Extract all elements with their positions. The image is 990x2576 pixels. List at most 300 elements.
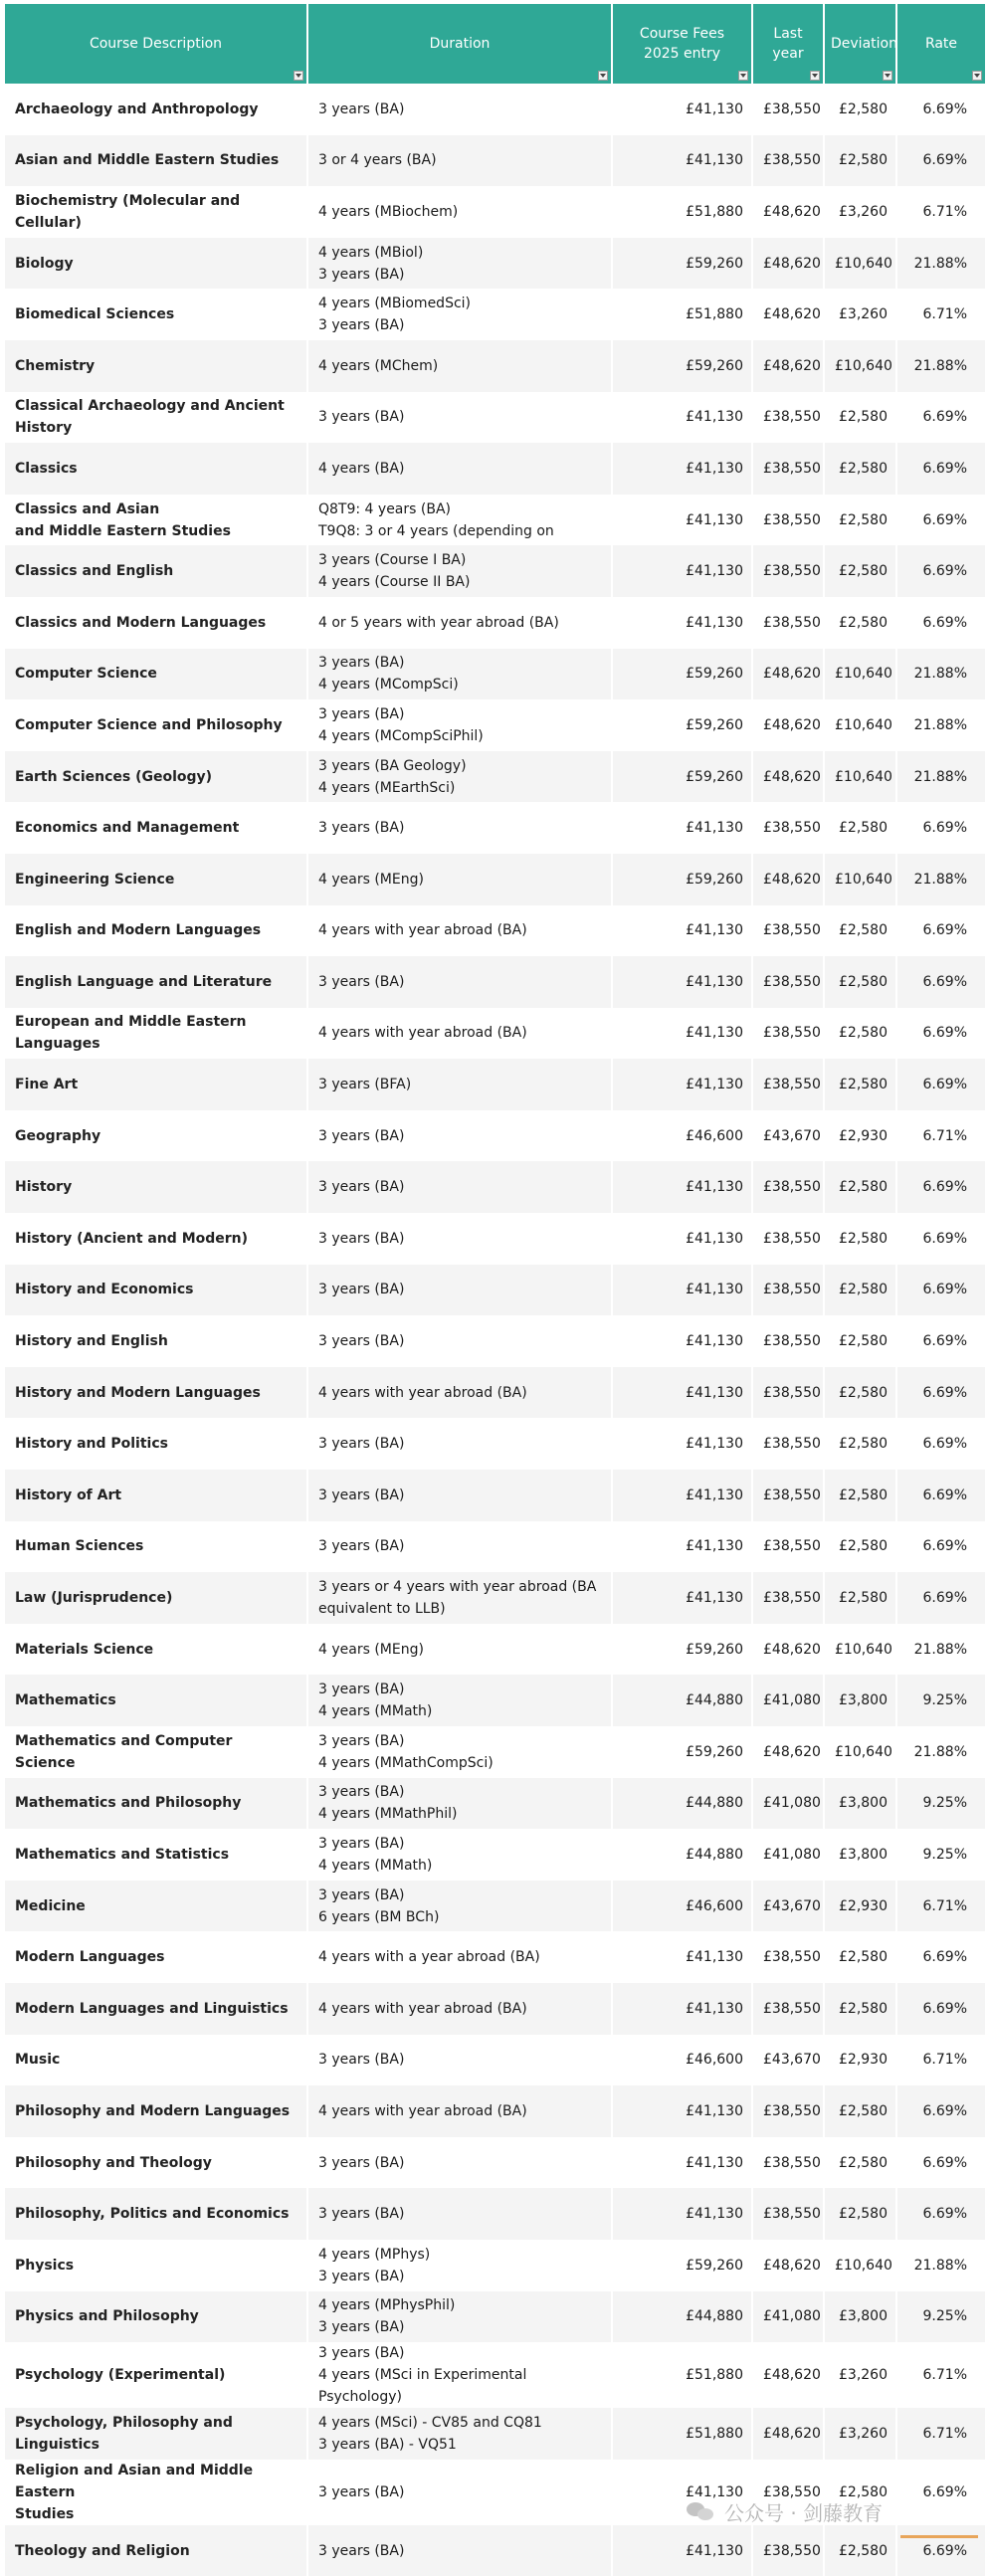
filter-dropdown-icon[interactable]	[972, 71, 982, 81]
deviation-cell: £2,580	[825, 2085, 897, 2137]
course-description-cell: Philosophy, Politics and Economics	[5, 2188, 308, 2240]
table-row	[5, 1161, 985, 1213]
duration-cell: 3 years (BA)	[308, 1110, 613, 1162]
duration-cell: 4 years (BA)	[308, 443, 613, 495]
duration-cell: 4 years with year abroad (BA)	[308, 1367, 613, 1419]
duration-cell: 4 years with year abroad (BA)	[308, 905, 613, 957]
table-row	[5, 1983, 985, 2035]
last-year-fee-cell: £48,620	[753, 186, 825, 238]
rate-cell: 21.88%	[897, 1624, 985, 1676]
course-description-cell: Materials Science	[5, 1624, 308, 1676]
course-description-cell: Biochemistry (Molecular and Cellular)	[5, 186, 308, 238]
course-fee-cell: £41,130	[613, 2460, 753, 2525]
course-fee-cell: £41,130	[613, 1008, 753, 1060]
deviation-cell: £2,580	[825, 135, 897, 187]
last-year-fee-cell: £48,620	[753, 751, 825, 803]
table-row	[5, 1931, 985, 1983]
deviation-cell: £2,580	[825, 495, 897, 546]
course-description-cell: Economics and Management	[5, 802, 308, 854]
course-description-cell: Earth Sciences (Geology)	[5, 751, 308, 803]
rate-cell: 21.88%	[897, 1726, 985, 1778]
duration-cell: 3 years (BA) 4 years (MMath)	[308, 1829, 613, 1881]
course-fee-cell: £41,130	[613, 1059, 753, 1110]
duration-cell: 4 years with a year abroad (BA)	[308, 1931, 613, 1983]
table-row	[5, 1521, 985, 1573]
course-fee-cell: £41,130	[613, 135, 753, 187]
deviation-cell: £3,260	[825, 2408, 897, 2460]
deviation-cell: £3,800	[825, 1675, 897, 1726]
rate-cell: 6.69%	[897, 802, 985, 854]
duration-cell: 3 years (BA) 4 years (MSci in Experimental Psychology)	[308, 2342, 613, 2408]
rate-cell: 9.25%	[897, 1778, 985, 1830]
header-last-year	[753, 4, 825, 84]
duration-cell: 3 years (BA)	[308, 1265, 613, 1316]
last-year-fee-cell: £41,080	[753, 1675, 825, 1726]
last-year-fee-cell: £38,550	[753, 1213, 825, 1265]
watermark-text: 公众号 · 剑藤教育	[724, 2500, 884, 2525]
last-year-fee-cell: £38,550	[753, 1059, 825, 1110]
course-fee-cell: £46,600	[613, 1110, 753, 1162]
deviation-cell: £2,580	[825, 1983, 897, 2035]
course-fee-cell: £41,130	[613, 1470, 753, 1521]
deviation-cell: £3,800	[825, 2291, 897, 2343]
filter-dropdown-icon[interactable]	[598, 71, 608, 81]
rate-cell: 6.69%	[897, 1572, 985, 1624]
course-fee-cell: £41,130	[613, 2525, 753, 2576]
last-year-fee-cell: £38,550	[753, 1367, 825, 1419]
last-year-fee-cell: £38,550	[753, 1315, 825, 1367]
course-description-cell: History of Art	[5, 1470, 308, 1521]
course-fee-cell: £41,130	[613, 2188, 753, 2240]
rate-cell: 6.69%	[897, 1213, 985, 1265]
rate-cell: 6.69%	[897, 84, 985, 135]
table-row	[5, 854, 985, 905]
rate-cell: 6.71%	[897, 2342, 985, 2408]
deviation-cell: £3,260	[825, 289, 897, 340]
duration-cell: 3 years (BA) 6 years (BM BCh)	[308, 1881, 613, 1932]
last-year-fee-cell: £38,550	[753, 1983, 825, 2035]
course-fee-cell: £44,880	[613, 1675, 753, 1726]
last-year-fee-cell: £48,620	[753, 289, 825, 340]
deviation-cell: £2,580	[825, 1572, 897, 1624]
duration-cell: 4 years (MChem)	[308, 340, 613, 392]
duration-cell: 3 years (BA) 4 years (MMathPhil)	[308, 1778, 613, 1830]
table-row	[5, 649, 985, 700]
duration-cell: 3 years (BA)	[308, 802, 613, 854]
rate-cell: 21.88%	[897, 238, 985, 290]
course-description-cell: Physics	[5, 2240, 308, 2291]
header-course-fees-label: Course Fees 2025 entry	[639, 26, 725, 62]
last-year-fee-cell: £38,550	[753, 956, 825, 1008]
rate-cell: 6.69%	[897, 392, 985, 444]
last-year-fee-cell: £38,550	[753, 443, 825, 495]
course-fee-cell: £44,880	[613, 1778, 753, 1830]
deviation-cell: £2,580	[825, 545, 897, 597]
table-row	[5, 238, 985, 290]
rate-cell: 6.69%	[897, 1931, 985, 1983]
table-row	[5, 597, 985, 649]
rate-cell: 21.88%	[897, 854, 985, 905]
deviation-cell: £2,580	[825, 443, 897, 495]
rate-cell: 6.69%	[897, 1008, 985, 1060]
course-description-cell: Mathematics	[5, 1675, 308, 1726]
rate-cell: 6.69%	[897, 597, 985, 649]
deviation-cell: £2,580	[825, 2137, 897, 2189]
course-fee-cell: £41,130	[613, 597, 753, 649]
course-description-cell: Modern Languages	[5, 1931, 308, 1983]
table-row	[5, 84, 985, 135]
rate-cell: 21.88%	[897, 699, 985, 751]
course-description-cell: Modern Languages and Linguistics	[5, 1983, 308, 2035]
course-description-cell: Classics and Modern Languages	[5, 597, 308, 649]
deviation-cell: £3,800	[825, 1778, 897, 1830]
rate-cell: 6.71%	[897, 2035, 985, 2086]
last-year-fee-cell: £41,080	[753, 1829, 825, 1881]
deviation-cell: £2,580	[825, 1059, 897, 1110]
duration-cell: 4 years (MPhysPhil) 3 years (BA)	[308, 2291, 613, 2343]
rate-cell: 6.69%	[897, 905, 985, 957]
rate-cell: 6.69%	[897, 1315, 985, 1367]
last-year-fee-cell: £38,550	[753, 495, 825, 546]
table-row	[5, 1008, 985, 1060]
duration-cell: Q8T9: 4 years (BA) T9Q8: 3 or 4 years (depending on	[308, 495, 613, 546]
last-year-fee-cell: £38,550	[753, 802, 825, 854]
course-description-cell: English Language and Literature	[5, 956, 308, 1008]
last-year-fee-cell: £38,550	[753, 1572, 825, 1624]
table-row	[5, 2525, 985, 2576]
header-course-description	[5, 4, 308, 84]
course-fee-cell: £41,130	[613, 956, 753, 1008]
duration-cell: 3 years (BA Geology) 4 years (MEarthSci)	[308, 751, 613, 803]
course-fee-cell: £41,130	[613, 2085, 753, 2137]
deviation-cell: £10,640	[825, 238, 897, 290]
table-row	[5, 1829, 985, 1881]
rate-cell: 6.69%	[897, 1521, 985, 1573]
duration-cell: 3 years (BA) 4 years (MMath)	[308, 1675, 613, 1726]
course-description-cell: Classics	[5, 443, 308, 495]
deviation-cell: £10,640	[825, 1624, 897, 1676]
duration-cell: 3 years (BA)	[308, 2188, 613, 2240]
table-row	[5, 545, 985, 597]
table-row	[5, 1110, 985, 1162]
course-description-cell: History and Modern Languages	[5, 1367, 308, 1419]
course-description-cell: Chemistry	[5, 340, 308, 392]
rate-cell: 21.88%	[897, 2240, 985, 2291]
course-fee-cell: £51,880	[613, 2342, 753, 2408]
last-year-fee-cell: £41,080	[753, 2291, 825, 2343]
table-row	[5, 1881, 985, 1932]
course-fee-cell: £41,130	[613, 443, 753, 495]
table-row	[5, 392, 985, 444]
rate-cell: 6.71%	[897, 186, 985, 238]
duration-cell: 4 years (MBiol) 3 years (BA)	[308, 238, 613, 290]
deviation-cell: £2,580	[825, 1008, 897, 1060]
last-year-fee-cell: £48,620	[753, 649, 825, 700]
rate-cell: 6.71%	[897, 1110, 985, 1162]
course-fee-cell: £41,130	[613, 1931, 753, 1983]
table-row	[5, 1418, 985, 1470]
duration-cell: 4 years (MBiomedSci) 3 years (BA)	[308, 289, 613, 340]
course-description-cell: Computer Science and Philosophy	[5, 699, 308, 751]
course-fee-cell: £59,260	[613, 1624, 753, 1676]
rate-cell: 6.71%	[897, 2408, 985, 2460]
course-fee-cell: £46,600	[613, 1881, 753, 1932]
filter-dropdown-icon[interactable]	[810, 71, 820, 81]
duration-cell: 3 years (BA)	[308, 1213, 613, 1265]
course-description-cell: Philosophy and Theology	[5, 2137, 308, 2189]
course-fee-cell: £41,130	[613, 2137, 753, 2189]
last-year-fee-cell: £38,550	[753, 2525, 825, 2576]
deviation-cell: £2,580	[825, 905, 897, 957]
deviation-cell: £2,580	[825, 2525, 897, 2576]
course-fee-cell: £51,880	[613, 186, 753, 238]
table-row	[5, 2035, 985, 2086]
deviation-cell: £2,580	[825, 1265, 897, 1316]
course-description-cell: Computer Science	[5, 649, 308, 700]
table-row	[5, 2342, 985, 2408]
course-fee-cell: £41,130	[613, 392, 753, 444]
watermark-underline	[900, 2535, 978, 2538]
duration-cell: 3 years (BA)	[308, 1315, 613, 1367]
course-fee-cell: £41,130	[613, 1367, 753, 1419]
duration-cell: 3 years (BA)	[308, 1521, 613, 1573]
last-year-fee-cell: £38,550	[753, 1521, 825, 1573]
duration-cell: 4 years (MSci) - CV85 and CQ81 3 years (BA) - VQ51	[308, 2408, 613, 2460]
course-description-cell: Biology	[5, 238, 308, 290]
course-fee-cell: £41,130	[613, 1161, 753, 1213]
table-row	[5, 1778, 985, 1830]
duration-cell: 3 years (BA)	[308, 1470, 613, 1521]
duration-cell: 3 years (BA)	[308, 2137, 613, 2189]
deviation-cell: £2,580	[825, 1931, 897, 1983]
course-fee-cell: £41,130	[613, 1213, 753, 1265]
rate-cell: 6.69%	[897, 1983, 985, 2035]
course-description-cell: Fine Art	[5, 1059, 308, 1110]
rate-cell: 6.69%	[897, 2085, 985, 2137]
course-fee-cell: £44,880	[613, 1829, 753, 1881]
table-row	[5, 443, 985, 495]
rate-cell: 6.69%	[897, 545, 985, 597]
last-year-fee-cell: £38,550	[753, 545, 825, 597]
deviation-cell: £3,260	[825, 2342, 897, 2408]
course-description-cell: History	[5, 1161, 308, 1213]
duration-cell: 3 years (BA)	[308, 1418, 613, 1470]
rate-cell: 21.88%	[897, 649, 985, 700]
header-course-description-label: Course Description	[89, 36, 223, 52]
table-row	[5, 956, 985, 1008]
last-year-fee-cell: £38,550	[753, 392, 825, 444]
deviation-cell: £10,640	[825, 1726, 897, 1778]
rate-cell: 21.88%	[897, 340, 985, 392]
deviation-cell: £2,580	[825, 1315, 897, 1367]
header-row	[5, 4, 985, 84]
course-fee-cell: £59,260	[613, 751, 753, 803]
course-fee-cell: £59,260	[613, 649, 753, 700]
header-deviation	[825, 4, 897, 84]
table-row	[5, 1315, 985, 1367]
rate-cell: 6.69%	[897, 1161, 985, 1213]
course-description-cell: Philosophy and Modern Languages	[5, 2085, 308, 2137]
deviation-cell: £2,580	[825, 1161, 897, 1213]
course-fee-cell: £59,260	[613, 2240, 753, 2291]
course-description-cell: History and English	[5, 1315, 308, 1367]
table-row	[5, 186, 985, 238]
deviation-cell: £2,580	[825, 1470, 897, 1521]
rate-cell: 6.69%	[897, 2460, 985, 2525]
course-description-cell: Religion and Asian and Middle Eastern Studies	[5, 2460, 308, 2525]
rate-cell: 6.69%	[897, 1367, 985, 1419]
deviation-cell: £2,580	[825, 1521, 897, 1573]
last-year-fee-cell: £48,620	[753, 1726, 825, 1778]
course-description-cell: Biomedical Sciences	[5, 289, 308, 340]
rate-cell: 9.25%	[897, 1829, 985, 1881]
course-description-cell: History and Politics	[5, 1418, 308, 1470]
rate-cell: 6.69%	[897, 135, 985, 187]
duration-cell: 3 years (BA)	[308, 2035, 613, 2086]
table-row	[5, 2291, 985, 2343]
last-year-fee-cell: £38,550	[753, 1931, 825, 1983]
last-year-fee-cell: £38,550	[753, 597, 825, 649]
last-year-fee-cell: £38,550	[753, 1161, 825, 1213]
course-fee-cell: £46,600	[613, 2035, 753, 2086]
deviation-cell: £2,580	[825, 1213, 897, 1265]
course-description-cell: Human Sciences	[5, 1521, 308, 1573]
duration-cell: 3 years (BA)	[308, 2460, 613, 2525]
table-row	[5, 751, 985, 803]
duration-cell: 3 years (BA) 4 years (MCompSci)	[308, 649, 613, 700]
course-fee-cell: £41,130	[613, 1572, 753, 1624]
duration-cell: 4 years (MPhys) 3 years (BA)	[308, 2240, 613, 2291]
last-year-fee-cell: £38,550	[753, 1008, 825, 1060]
filter-dropdown-icon[interactable]	[738, 71, 748, 81]
deviation-cell: £10,640	[825, 340, 897, 392]
table-row	[5, 1213, 985, 1265]
course-description-cell: Asian and Middle Eastern Studies	[5, 135, 308, 187]
course-description-cell: English and Modern Languages	[5, 905, 308, 957]
course-description-cell: Archaeology and Anthropology	[5, 84, 308, 135]
duration-cell: 3 years (BA)	[308, 392, 613, 444]
course-fee-cell: £59,260	[613, 699, 753, 751]
course-fee-cell: £44,880	[613, 2291, 753, 2343]
course-fee-cell: £41,130	[613, 905, 753, 957]
rate-cell: 6.69%	[897, 495, 985, 546]
table-row	[5, 905, 985, 957]
deviation-cell: £2,580	[825, 2188, 897, 2240]
table-row	[5, 2240, 985, 2291]
course-description-cell: Mathematics and Statistics	[5, 1829, 308, 1881]
duration-cell: 3 years (BA)	[308, 956, 613, 1008]
deviation-cell: £2,930	[825, 1110, 897, 1162]
rate-cell: 6.69%	[897, 1265, 985, 1316]
duration-cell: 3 years (BA)	[308, 2525, 613, 2576]
course-description-cell: History (Ancient and Modern)	[5, 1213, 308, 1265]
course-fee-cell: £41,130	[613, 545, 753, 597]
table-row	[5, 1572, 985, 1624]
filter-dropdown-icon[interactable]	[883, 71, 892, 81]
rate-cell: 9.25%	[897, 2291, 985, 2343]
course-fee-cell: £51,880	[613, 2408, 753, 2460]
deviation-cell: £2,930	[825, 1881, 897, 1932]
table-row	[5, 802, 985, 854]
course-fee-cell: £59,260	[613, 238, 753, 290]
course-description-cell: Classics and English	[5, 545, 308, 597]
table-row	[5, 2460, 985, 2525]
last-year-fee-cell: £43,670	[753, 1881, 825, 1932]
course-description-cell: Mathematics and Computer Science	[5, 1726, 308, 1778]
rate-cell: 9.25%	[897, 1675, 985, 1726]
table-row	[5, 699, 985, 751]
deviation-cell: £10,640	[825, 699, 897, 751]
last-year-fee-cell: £48,620	[753, 238, 825, 290]
duration-cell: 3 years (BA) 4 years (MMathCompSci)	[308, 1726, 613, 1778]
table-row	[5, 1265, 985, 1316]
course-fee-cell: £41,130	[613, 1418, 753, 1470]
table-body	[5, 84, 985, 2576]
course-fee-cell: £59,260	[613, 1726, 753, 1778]
table-row	[5, 1624, 985, 1676]
last-year-fee-cell: £38,550	[753, 135, 825, 187]
course-description-cell: Engineering Science	[5, 854, 308, 905]
table-row	[5, 1367, 985, 1419]
course-description-cell: Psychology (Experimental)	[5, 2342, 308, 2408]
last-year-fee-cell: £41,080	[753, 1778, 825, 1830]
last-year-fee-cell: £48,620	[753, 2408, 825, 2460]
header-course-fees	[613, 4, 753, 84]
table-row	[5, 2137, 985, 2189]
table-row	[5, 289, 985, 340]
rate-cell: 6.69%	[897, 1470, 985, 1521]
table-row	[5, 135, 985, 187]
rate-cell: 6.69%	[897, 1418, 985, 1470]
course-fee-cell: £41,130	[613, 1521, 753, 1573]
course-fee-cell: £41,130	[613, 1265, 753, 1316]
deviation-cell: £2,580	[825, 597, 897, 649]
rate-cell: 6.69%	[897, 1059, 985, 1110]
rate-cell: 6.71%	[897, 1881, 985, 1932]
header-rate	[897, 4, 985, 84]
course-description-cell: Classics and Asian and Middle Eastern Studies	[5, 495, 308, 546]
course-fee-cell: £59,260	[613, 854, 753, 905]
table-row	[5, 2085, 985, 2137]
duration-cell: 3 years (BA)	[308, 84, 613, 135]
last-year-fee-cell: £38,550	[753, 2085, 825, 2137]
table-row	[5, 2408, 985, 2460]
rate-cell: 6.69%	[897, 443, 985, 495]
course-fee-cell: £41,130	[613, 802, 753, 854]
course-description-cell: European and Middle Eastern Languages	[5, 1008, 308, 1060]
deviation-cell: £10,640	[825, 649, 897, 700]
header-rate-label: Rate	[924, 36, 958, 52]
duration-cell: 4 years with year abroad (BA)	[308, 1983, 613, 2035]
last-year-fee-cell: £38,550	[753, 1418, 825, 1470]
header-duration	[308, 4, 613, 84]
duration-cell: 4 years with year abroad (BA)	[308, 1008, 613, 1060]
table-row	[5, 1726, 985, 1778]
duration-cell: 3 years or 4 years with year abroad (BA equivalent to LLB)	[308, 1572, 613, 1624]
last-year-fee-cell: £48,620	[753, 340, 825, 392]
course-description-cell: History and Economics	[5, 1265, 308, 1316]
course-description-cell: Geography	[5, 1110, 308, 1162]
duration-cell: 3 years (BA) 4 years (MCompSciPhil)	[308, 699, 613, 751]
course-fees-table	[5, 4, 985, 2576]
filter-dropdown-icon[interactable]	[294, 71, 303, 81]
deviation-cell: £2,580	[825, 392, 897, 444]
deviation-cell: £10,640	[825, 751, 897, 803]
last-year-fee-cell: £43,670	[753, 2035, 825, 2086]
last-year-fee-cell: £38,550	[753, 1470, 825, 1521]
duration-cell: 4 years (MEng)	[308, 1624, 613, 1676]
rate-cell: 6.69%	[897, 2137, 985, 2189]
